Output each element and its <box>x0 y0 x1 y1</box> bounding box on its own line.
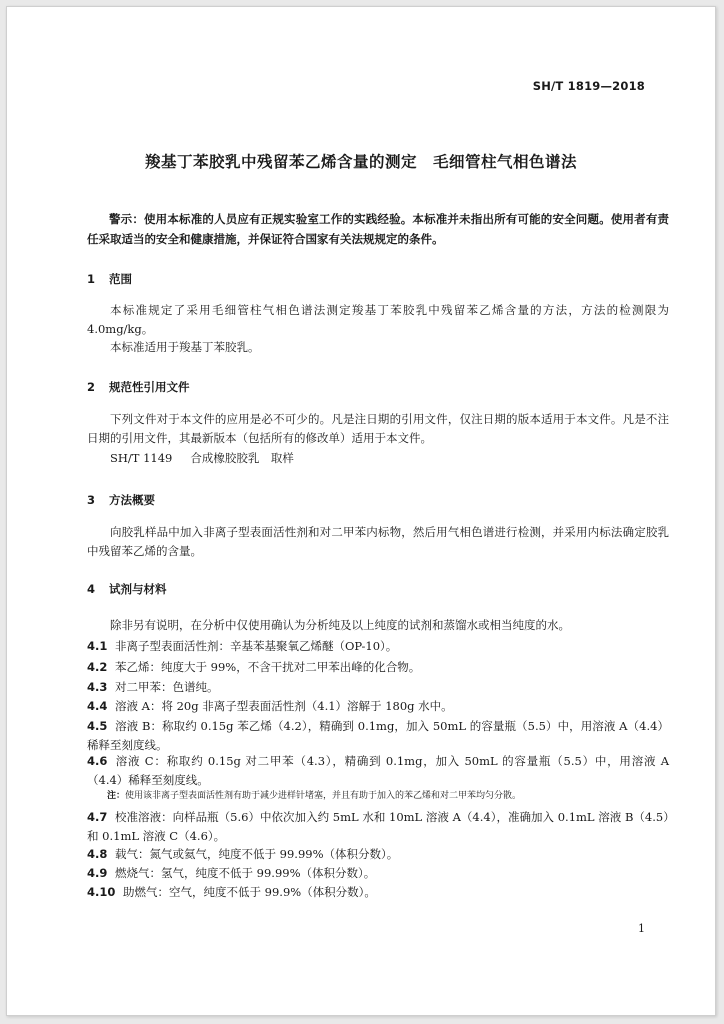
item-text: 燃烧气：氢气，纯度不低于 99.99%（体积分数）。 <box>115 866 376 880</box>
item-number: 4.1 <box>87 639 108 653</box>
section-4-heading <box>87 581 167 597</box>
section-3-heading <box>87 492 155 508</box>
reagent-item <box>87 883 669 902</box>
scope-paragraph-1: 本标准规定了采用毛细管柱气相色谱法测定羧基丁苯胶乳中残留苯乙烯含量的方法，方法的检测限为 4.0mg/kg。 <box>87 303 669 336</box>
reference-title: 合成橡胶胶乳 取样 <box>190 451 294 465</box>
note-label: 注： <box>107 791 126 801</box>
item-text: 苯乙烯：纯度大于 99%，不含干扰对二甲苯出峰的化合物。 <box>115 660 421 674</box>
item-text: 对二甲苯：色谱纯。 <box>115 680 219 694</box>
item-number: 4.3 <box>87 680 108 694</box>
section-2-heading <box>87 379 190 395</box>
item-text: 溶液 B：称取约 0.15g 苯乙烯（4.2），精确到 0.1mg，加入 50mL 的容量瓶（5.5）中，用溶液 A（4.4）稀释至刻度线。 <box>87 719 669 752</box>
item-number: 4.9 <box>87 866 108 880</box>
section-title: 范围 <box>109 272 132 286</box>
item-number: 4.2 <box>87 660 108 674</box>
reagent-item <box>87 697 669 716</box>
warning-notice: 警示：使用本标准的人员应有正规实验室工作的实践经验。本标准并未指出所有可能的安全问题。使用者有责任采取适当的安全和健康措施，并保证符合国家有关法规规定的条件。 <box>87 212 669 246</box>
item-text: 溶液 C：称取约 0.15g 对二甲苯（4.3），精确到 0.1mg，加入 50mL 的容量瓶（5.5）中，用溶液 A（4.4）稀释至刻度线。 <box>87 754 669 787</box>
normative-reference <box>110 450 294 466</box>
item-number: 4.5 <box>87 719 108 733</box>
section-number: 3 <box>87 493 96 507</box>
document-page <box>6 6 716 1016</box>
note-text: 使用该非离子型表面活性剂有助于减少进样针堵塞，并且有助于加入的苯乙烯和对二甲苯均匀分散。 <box>125 791 522 801</box>
reagent-item <box>87 658 669 677</box>
item-text: 校准溶液：向样品瓶（5.6）中依次加入约 5mL 水和 10mL 溶液 A（4.4），准确加入 0.1mL 溶液 B（4.5）和 0.1mL 溶液 C（4.6）。 <box>87 810 669 843</box>
section-title: 试剂与材料 <box>109 582 167 596</box>
item-number: 4.10 <box>87 885 116 899</box>
section-1-heading <box>87 271 132 287</box>
reagent-item <box>87 637 669 656</box>
item-text: 溶液 A：将 20g 非离子型表面活性剂（4.1）溶解于 180g 水中。 <box>115 699 453 713</box>
item-text: 助燃气：空气，纯度不低于 99.9%（体积分数）。 <box>123 885 376 899</box>
reagent-item <box>87 808 669 845</box>
section-title: 规范性引用文件 <box>109 380 190 394</box>
scope-paragraph-2: 本标准适用于羧基丁苯胶乳。 <box>110 340 260 354</box>
standard-code: SH/T 1819—2018 <box>532 79 645 93</box>
reagent-item <box>87 717 669 754</box>
reagents-intro: 除非另有说明，在分析中仅使用确认为分析纯及以上纯度的试剂和蒸馏水或相当纯度的水。 <box>110 618 570 632</box>
item-number: 4.6 <box>87 754 108 768</box>
reagent-item <box>87 864 669 883</box>
section-number: 2 <box>87 380 96 394</box>
section-number: 1 <box>87 272 96 286</box>
reagent-item <box>87 752 669 789</box>
section-number: 4 <box>87 582 96 596</box>
item-number: 4.8 <box>87 847 108 861</box>
reagent-note <box>107 790 667 803</box>
item-text: 载气：氮气或氦气，纯度不低于 99.99%（体积分数）。 <box>115 847 399 861</box>
page-number: 1 <box>638 922 645 935</box>
summary-paragraph: 向胶乳样品中加入非离子型表面活性剂和对二甲苯内标物，然后用气相色谱进行检测，并采用内标法确定胶乳中残留苯乙烯的含量。 <box>87 525 669 558</box>
references-paragraph: 下列文件对于本文件的应用是必不可少的。凡是注日期的引用文件，仅注日期的版本适用于本文件。凡是不注日期的引用文件，其最新版本（包括所有的修改单）适用于本文件。 <box>87 412 669 445</box>
section-title: 方法概要 <box>109 493 155 507</box>
item-number: 4.7 <box>87 810 108 824</box>
reagent-item <box>87 678 669 697</box>
item-text: 非离子型表面活性剂：辛基苯基聚氧乙烯醚（OP-10）。 <box>115 639 398 653</box>
reference-code: SH/T 1149 <box>110 451 173 465</box>
document-title: 羧基丁苯胶乳中残留苯乙烯含量的测定 毛细管柱气相色谱法 <box>144 153 577 171</box>
reagent-item <box>87 845 669 864</box>
item-number: 4.4 <box>87 699 108 713</box>
